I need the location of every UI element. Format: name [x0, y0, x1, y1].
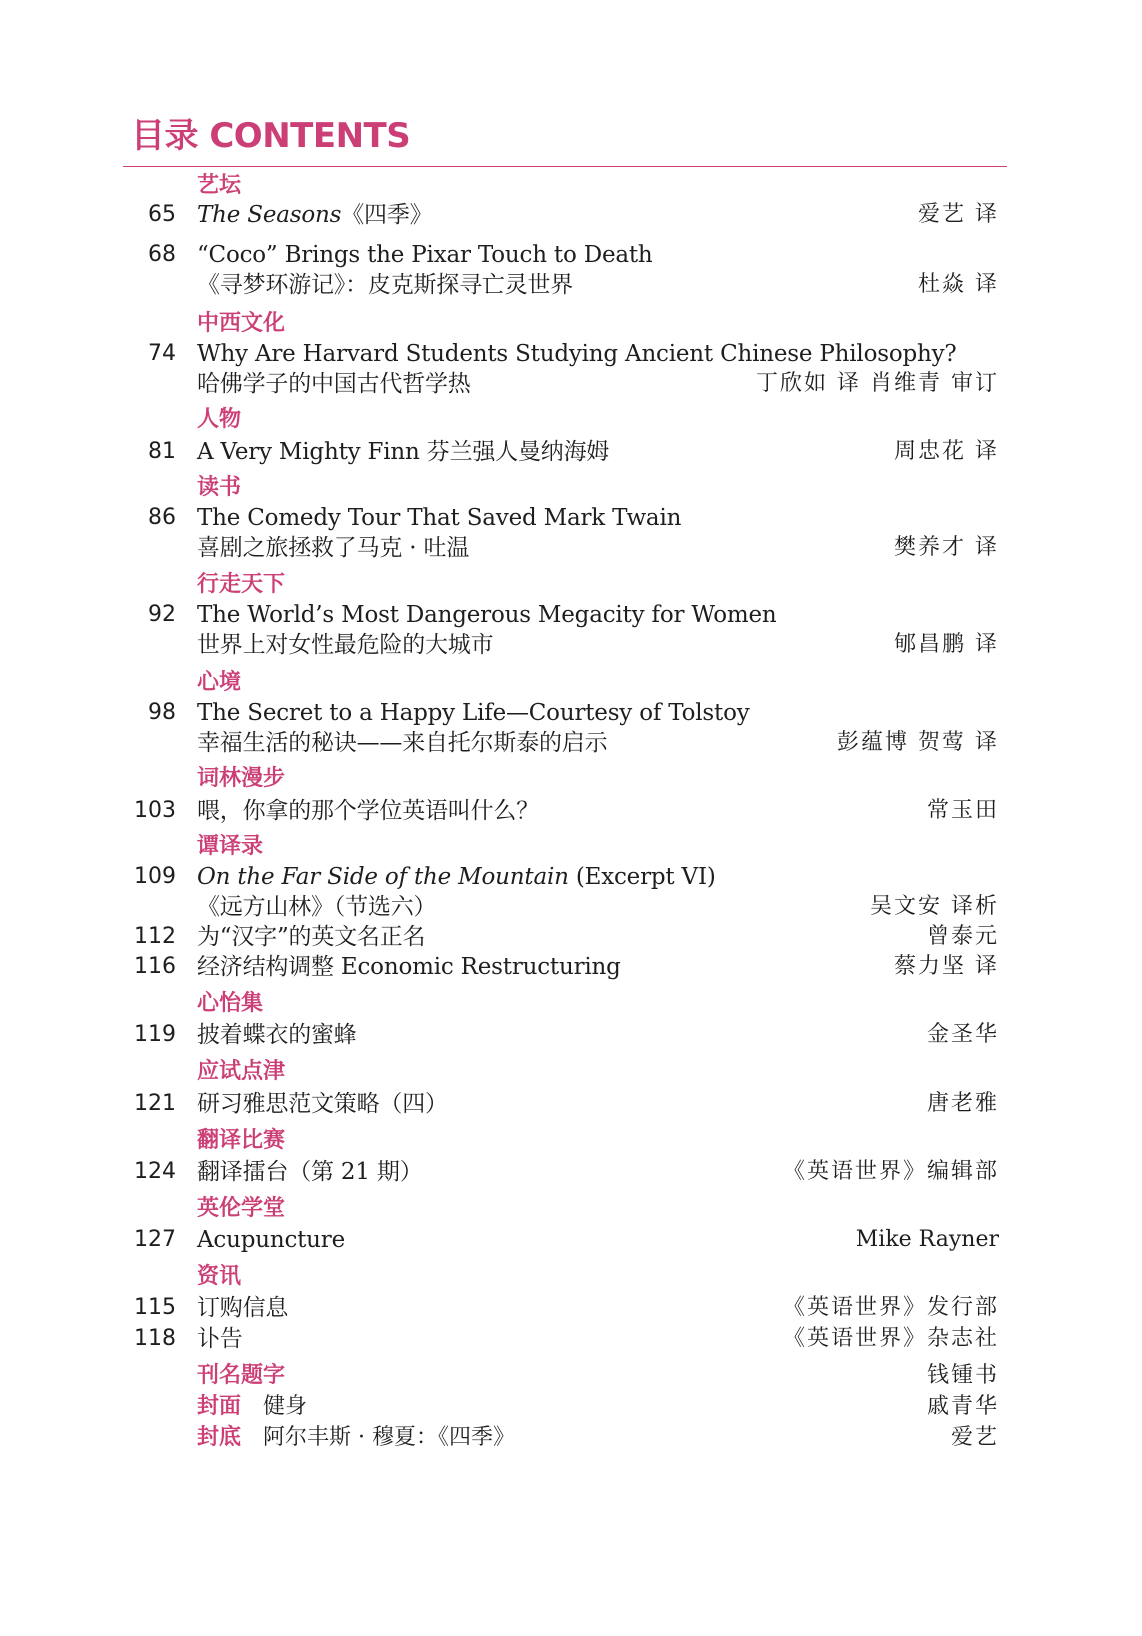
entry-author: 爱艺 译	[918, 202, 999, 227]
page-number: 115	[134, 1295, 176, 1320]
toc-entry[interactable]	[0, 796, 1142, 826]
page-number: 86	[148, 505, 176, 530]
section-heading: 行走天下	[197, 572, 286, 597]
entry-title-cn: 喜剧之旅拯救了马克 · 吐温	[197, 535, 470, 561]
credit-label: 封面	[197, 1394, 242, 1419]
entry-author: 金圣华	[926, 1022, 999, 1047]
section-heading: 心境	[197, 670, 242, 695]
entry-title-en: The Secret to a Happy Life—Courtesy of Tolstoy	[197, 700, 750, 726]
page-number: 68	[148, 242, 176, 267]
section-heading: 心怡集	[197, 991, 264, 1016]
page-number: 124	[134, 1159, 176, 1184]
page-number: 118	[134, 1326, 176, 1351]
page-number: 116	[134, 954, 176, 979]
toc-entry[interactable]	[0, 339, 1142, 369]
section-heading: 资讯	[197, 1264, 242, 1289]
entry-title-en: Why Are Harvard Students Studying Ancient Chinese Philosophy?	[197, 341, 957, 367]
entry-title: 研习雅思范文策略（四）	[197, 1091, 448, 1117]
entry-title-cn: 世界上对女性最危险的大城市	[197, 632, 494, 658]
toc-entry[interactable]	[0, 1089, 1142, 1119]
entry-title-cn: 《远方山林》（节选六）	[197, 894, 437, 920]
entry-title-en: The Comedy Tour That Saved Mark Twain	[197, 505, 682, 531]
entry-title: 讣告	[197, 1326, 243, 1352]
credit-back	[0, 1423, 1142, 1453]
toc-entry-cn[interactable]	[0, 728, 1142, 758]
entry-title-en: “Coco” Brings the Pixar Touch to Death	[197, 242, 653, 268]
entry-title-en	[197, 862, 716, 892]
page-number: 65	[148, 202, 176, 227]
entry-title: 披着蝶衣的蜜蜂	[197, 1022, 357, 1048]
entry-author: 郇昌鹏 译	[894, 632, 999, 657]
page-number: 127	[134, 1227, 176, 1252]
credit-author: 钱锺书	[926, 1363, 999, 1388]
entry-author: 吴文安 译析	[870, 894, 999, 919]
toc-entry-cn[interactable]	[0, 892, 1142, 922]
page-number: 112	[134, 924, 176, 949]
section-heading: 人物	[197, 407, 242, 432]
toc-entry[interactable]	[0, 862, 1142, 892]
toc-entry[interactable]	[0, 437, 1142, 467]
credit-line	[197, 1392, 307, 1422]
entry-author: 常玉田	[926, 798, 999, 823]
section-heading: 应试点津	[197, 1059, 286, 1084]
toc-entry[interactable]	[0, 698, 1142, 728]
page-number: 98	[148, 700, 176, 725]
page-title: 目录 CONTENTS	[131, 116, 411, 156]
toc-entry[interactable]	[0, 922, 1142, 952]
credit-author: 戚青华	[926, 1394, 999, 1419]
toc-entry-cn[interactable]	[0, 270, 1142, 300]
entry-author: 唐老雅	[926, 1091, 999, 1116]
entry-author: 杜焱 译	[918, 272, 999, 297]
entry-title-italic: The Seasons	[197, 202, 342, 228]
toc-entry-cn[interactable]	[0, 533, 1142, 563]
toc-entry-cn[interactable]	[0, 369, 1142, 399]
section-heading: 词林漫步	[197, 766, 286, 791]
entry-title: 喂，你拿的那个学位英语叫什么？	[197, 798, 540, 824]
entry-author: 丁欣如 译 肖维青 审订	[756, 371, 999, 396]
page-number: 92	[148, 602, 176, 627]
entry-title: 订购信息	[197, 1295, 289, 1321]
page-number: 121	[134, 1091, 176, 1116]
page-number: 103	[134, 798, 176, 823]
entry-title: 经济结构调整 Economic Restructuring	[197, 954, 621, 980]
credit-line	[197, 1423, 515, 1453]
credit-cover	[0, 1392, 1142, 1422]
section-heading: 谭译录	[197, 834, 264, 859]
entry-title-rest: (Excerpt VI)	[568, 864, 716, 890]
page-number: 74	[148, 341, 176, 366]
toc-entry[interactable]	[0, 600, 1142, 630]
entry-author: 彭蕴博 贺莺 译	[837, 730, 999, 755]
credit-title: 阿尔丰斯 · 穆夏：《四季》	[263, 1425, 515, 1450]
toc-entry[interactable]	[0, 503, 1142, 533]
credit-masthead	[0, 1361, 1142, 1391]
entry-title-cn: 哈佛学子的中国古代哲学热	[197, 371, 471, 397]
page-number: 119	[134, 1022, 176, 1047]
credit-title: 健身	[263, 1394, 308, 1419]
entry-title-rest: 《四季》	[341, 202, 433, 228]
credit-label: 封底	[197, 1425, 242, 1450]
section-heading: 读书	[197, 475, 242, 500]
toc-entry[interactable]	[0, 1293, 1142, 1323]
page-number: 109	[134, 864, 176, 889]
entry-title-en: The World’s Most Dangerous Megacity for Women	[197, 602, 777, 628]
section-heading: 翻译比赛	[197, 1128, 286, 1153]
entry-title: 为“汉字”的英文名正名	[197, 924, 426, 950]
section-heading: 艺坛	[197, 173, 242, 198]
entry-title	[197, 200, 432, 230]
entry-title: 翻译擂台（第 21 期）	[197, 1159, 423, 1185]
entry-author: Mike Rayner	[855, 1227, 999, 1252]
toc-entry-cn[interactable]	[0, 630, 1142, 660]
toc-entry[interactable]	[0, 200, 1142, 230]
entry-author: 《英语世界》发行部	[782, 1295, 999, 1320]
toc-entry[interactable]	[0, 1225, 1142, 1255]
entry-author: 《英语世界》杂志社	[782, 1326, 999, 1351]
entry-title-italic: On the Far Side of the Mountain	[197, 864, 569, 890]
toc-entry[interactable]	[0, 1157, 1142, 1187]
entry-title: Acupuncture	[197, 1227, 345, 1253]
section-heading: 中西文化	[197, 311, 286, 336]
section-heading: 英伦学堂	[197, 1196, 286, 1221]
entry-author: 樊养才 译	[894, 535, 999, 560]
toc-entry[interactable]	[0, 952, 1142, 982]
entry-author: 周忠花 译	[894, 439, 999, 464]
entry-author: 蔡力坚 译	[894, 954, 999, 979]
toc-entry[interactable]	[0, 1020, 1142, 1050]
entry-title-cn: 幸福生活的秘诀——来自托尔斯泰的启示	[197, 730, 608, 756]
toc-entry[interactable]	[0, 1324, 1142, 1354]
title-divider	[123, 166, 1007, 167]
toc-entry[interactable]	[0, 240, 1142, 270]
entry-title: A Very Mighty Finn 芬兰强人曼纳海姆	[197, 439, 610, 465]
page-number: 81	[148, 439, 176, 464]
credit-author: 爱艺	[950, 1425, 999, 1450]
credit-label: 刊名题字	[197, 1363, 286, 1388]
entry-author: 《英语世界》编辑部	[782, 1159, 999, 1184]
entry-author: 曾泰元	[926, 924, 999, 949]
entry-title-cn: 《寻梦环游记》：皮克斯探寻亡灵世界	[197, 272, 574, 298]
